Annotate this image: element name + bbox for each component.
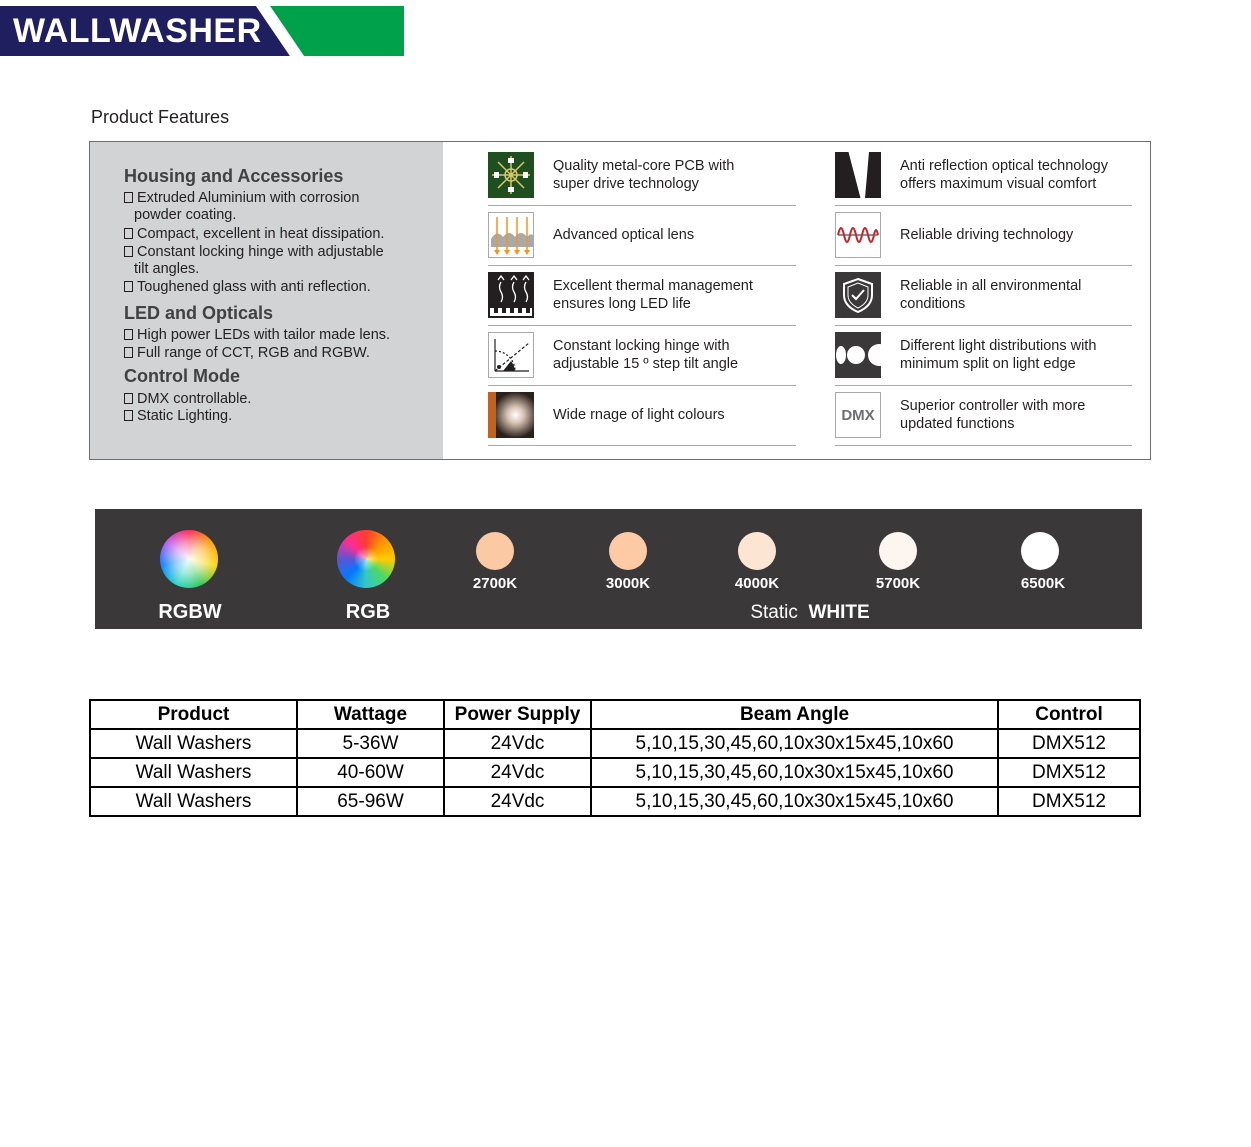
shield-icon	[835, 272, 881, 318]
list-item: DMX controllable.	[124, 391, 424, 408]
feature-hinge: Constant locking hinge with adjustable 15 º step tilt angle	[488, 325, 796, 385]
divider	[835, 445, 1132, 446]
feature-environmental: Reliable in all environmental conditions	[835, 265, 1132, 325]
list-item: Extruded Aluminium with corrosion powder coating.	[124, 190, 424, 224]
table-cell: Wall Washers	[90, 729, 297, 758]
table-cell: DMX512	[998, 787, 1140, 816]
table-cell: 65-96W	[297, 787, 444, 816]
cct-swatch-2700k	[476, 532, 514, 570]
hinge-angle-icon	[488, 332, 534, 378]
cct-label: 5700K	[875, 575, 921, 592]
heading-housing: Housing and Accessories	[124, 166, 344, 186]
cct-swatch-5700k	[879, 532, 917, 570]
list-item: Toughened glass with anti reflection.	[124, 279, 424, 296]
anti-reflection-icon	[835, 152, 881, 198]
column-header: Beam Angle	[591, 700, 998, 729]
column-header: Control	[998, 700, 1140, 729]
column-header: Product	[90, 700, 297, 729]
table-row	[90, 787, 1140, 816]
feature-optical-lens: Advanced optical lens	[488, 205, 796, 265]
rgbw-label: RGBW	[158, 601, 222, 623]
feature-thermal: Excellent thermal management ensures long LED life	[488, 265, 796, 325]
cct-label: 4000K	[734, 575, 780, 592]
heading-led-optics: LED and Opticals	[124, 303, 274, 323]
table-cell: 5,10,15,30,45,60,10x30x15x45,10x60	[591, 758, 998, 787]
table-cell: 24Vdc	[444, 729, 591, 758]
table-cell: Wall Washers	[90, 787, 297, 816]
optical-lens-icon	[488, 212, 534, 258]
list-item: Compact, excellent in heat dissipation.	[124, 226, 424, 243]
table-cell: 24Vdc	[444, 758, 591, 787]
table-cell: 24Vdc	[444, 787, 591, 816]
feature-anti-reflection: Anti reflection optical technology offers maximum visual comfort	[835, 145, 1132, 205]
table-row	[90, 758, 1140, 787]
rgbw-swatch	[160, 530, 218, 588]
cct-swatch-3000k	[609, 532, 647, 570]
static-white-label: Static WHITE	[750, 602, 870, 623]
pcb-icon	[488, 152, 534, 198]
divider	[488, 445, 796, 446]
feature-controller: DMX Superior controller with more updated functions	[835, 385, 1132, 445]
table-cell: DMX512	[998, 729, 1140, 758]
list-item: High power LEDs with tailor made lens.	[124, 327, 424, 344]
feature-pcb: Quality metal-core PCB with super drive technology	[488, 145, 796, 205]
cct-swatch-6500k	[1021, 532, 1059, 570]
table-cell: Wall Washers	[90, 758, 297, 787]
rgb-swatch	[337, 530, 395, 588]
light-distribution-icon	[835, 332, 881, 378]
features-summary-panel	[90, 142, 443, 459]
page-title: WALLWASHER	[13, 12, 262, 50]
product-features-panel	[89, 141, 1151, 460]
light-colours-icon	[488, 392, 534, 438]
feature-driving-technology: Reliable driving technology	[835, 205, 1132, 265]
list-item: Static Lighting.	[124, 408, 424, 425]
cct-swatch-4000k	[738, 532, 776, 570]
feature-light-colours: Wide rnage of light colours	[488, 385, 796, 445]
color-options-band	[95, 509, 1142, 629]
table-row	[90, 729, 1140, 758]
list-item: Full range of CCT, RGB and RGBW.	[124, 345, 424, 362]
table-header-row	[90, 700, 1140, 729]
table-cell: 5,10,15,30,45,60,10x30x15x45,10x60	[591, 787, 998, 816]
header-banner	[0, 6, 404, 56]
column-header: Power Supply	[444, 700, 591, 729]
feature-light-distribution: Different light distributions with minimum split on light edge	[835, 325, 1132, 385]
rgb-label: RGB	[345, 601, 391, 623]
table-cell: 5,10,15,30,45,60,10x30x15x45,10x60	[591, 729, 998, 758]
table-cell: 5-36W	[297, 729, 444, 758]
list-item: Constant locking hinge with adjustable tilt angles.	[124, 244, 424, 278]
table-cell: DMX512	[998, 758, 1140, 787]
column-header: Wattage	[297, 700, 444, 729]
section-label: Product Features	[91, 107, 230, 127]
driver-wave-icon	[835, 212, 881, 258]
heading-control-mode: Control Mode	[124, 366, 240, 386]
cct-label: 2700K	[472, 575, 518, 592]
dmx-icon: DMX	[835, 392, 881, 438]
cct-label: 3000K	[605, 575, 651, 592]
cct-label: 6500K	[1020, 575, 1066, 592]
thermal-icon	[488, 272, 534, 318]
table-cell: 40-60W	[297, 758, 444, 787]
spec-table	[89, 699, 1141, 817]
